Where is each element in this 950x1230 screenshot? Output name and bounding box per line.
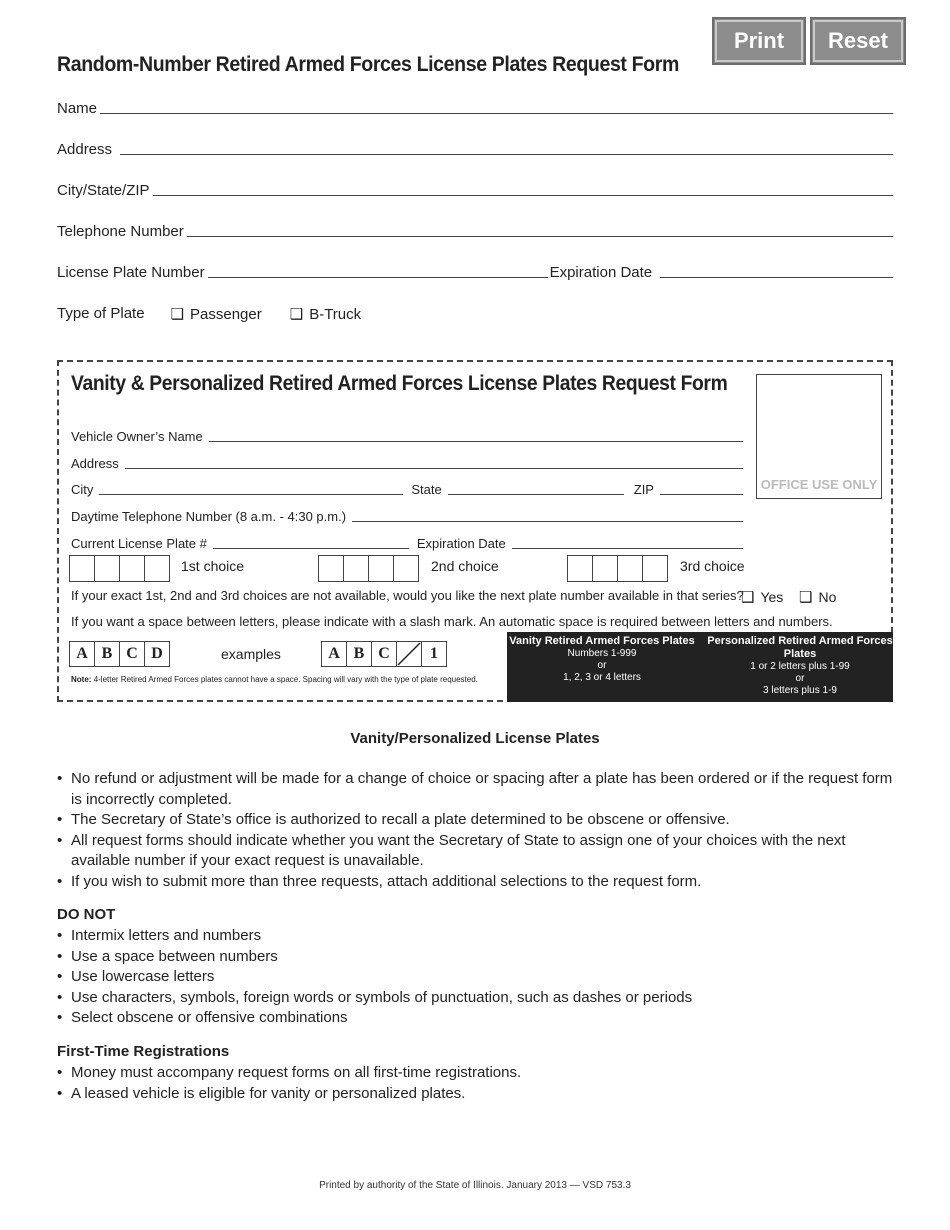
no-option[interactable] (799, 588, 836, 606)
note-text: 4-letter Retired Armed Forces plates cannot have a space. Spacing will vary with the type of plate requested. (93, 675, 478, 684)
current-plate-label: Current License Plate # (71, 536, 207, 551)
city-state-zip-row (71, 479, 743, 499)
donot-heading: DO NOT (57, 906, 116, 923)
license-plate-row (57, 260, 893, 284)
char-box[interactable] (343, 555, 369, 582)
city-state-zip-label: City/State/ZIP (57, 182, 150, 199)
note-bold: Note: (71, 675, 92, 684)
list-item: • The Secretary of State’s office is authorized to recall a plate determined to be obscene or offensive. (57, 810, 893, 831)
first-choice-boxes[interactable] (69, 555, 169, 582)
expiration-input-line[interactable] (660, 276, 893, 278)
owner-name-label: Vehicle Owner’s Name (71, 429, 203, 444)
first-choice-label: 1st choice (181, 558, 245, 574)
passenger-option[interactable] (171, 305, 262, 323)
address-field[interactable] (57, 137, 893, 161)
vanity-rule-line: or (597, 660, 607, 671)
char-box[interactable] (119, 555, 145, 582)
phone-label: Daytime Telephone Number (8 a.m. - 4:30 p.m.) (71, 509, 347, 524)
name-label: Name (57, 100, 98, 117)
yes-label: Yes (760, 589, 784, 605)
current-plate-row (71, 533, 743, 553)
personalized-rule-line: 3 letters plus 1-9 (763, 685, 837, 696)
slash-mark-icon (397, 642, 421, 666)
city-state-zip-input-line[interactable] (153, 194, 893, 196)
list-item: • Use lowercase letters (57, 967, 893, 988)
personalized-rules (707, 635, 893, 697)
owner-name-input-line[interactable] (209, 440, 743, 442)
char-box[interactable] (144, 555, 170, 582)
address-input-line[interactable] (120, 153, 893, 155)
char-box[interactable] (318, 555, 344, 582)
btruck-label: B-Truck (309, 306, 362, 323)
char-box[interactable] (368, 555, 394, 582)
char-box[interactable] (393, 555, 419, 582)
personalized-rules-title: Personalized Retired Armed Forces Plates (707, 635, 893, 660)
city-state-zip-field[interactable] (57, 178, 893, 202)
vanity-state-label: State (411, 482, 442, 497)
telephone-field[interactable] (57, 219, 893, 243)
third-choice-boxes[interactable] (567, 555, 667, 582)
vanity-expiration-input-line[interactable] (512, 547, 743, 549)
list-item: • No refund or adjustment will be made for a change of choice or spacing after a plate has been ordered or if the request form is incorrectly completed. (57, 769, 893, 810)
list-item: • A leased vehicle is eligible for vanity or personalized plates. (57, 1084, 893, 1105)
name-input-line[interactable] (100, 112, 893, 114)
list-item: • Select obscene or offensive combinations (57, 1008, 893, 1029)
example-letter: A (69, 641, 95, 667)
vanity-rule-line: 1, 2, 3 or 4 letters (563, 672, 641, 683)
first-time-list (57, 1063, 893, 1104)
char-box[interactable] (567, 555, 593, 582)
example-letter: B (94, 641, 120, 667)
plate-rules-box (507, 632, 893, 702)
info-bullets (57, 769, 893, 892)
yes-checkbox-icon[interactable]: ❑ (741, 589, 755, 606)
example-letter: C (371, 641, 397, 667)
example-abc1 (321, 641, 446, 667)
vanity-zip-label: ZIP (633, 482, 654, 497)
vanity-form-section (57, 360, 893, 702)
vanity-expiration-label: Expiration Date (416, 536, 506, 551)
examples-label: examples (221, 646, 281, 662)
vanity-form-title: Vanity & Personalized Retired Armed Forces License Plates Request Form (71, 372, 728, 395)
telephone-input-line[interactable] (187, 235, 893, 237)
char-box[interactable] (94, 555, 120, 582)
example-letter: A (321, 641, 347, 667)
vanity-rules (507, 635, 697, 684)
vanity-city-label: City (71, 482, 94, 497)
first-time-heading: First-Time Registrations (57, 1043, 230, 1060)
char-box[interactable] (617, 555, 643, 582)
reset-button[interactable]: Reset (810, 17, 906, 65)
passenger-checkbox-icon[interactable]: ❑ (170, 306, 185, 323)
phone-input-line[interactable] (352, 520, 743, 522)
footer: Printed by authority of the State of Illinois. January 2013 — VSD 753.3 (319, 1180, 631, 1191)
next-available-question: If your exact 1st, 2nd and 3rd choices are not available, would you like the next plate number available in that series? (71, 588, 744, 603)
vanity-rule-line: Numbers 1-999 (567, 648, 637, 659)
license-plate-label: License Plate Number (57, 264, 205, 281)
telephone-label: Telephone Number (57, 223, 184, 240)
char-box[interactable] (642, 555, 668, 582)
vanity-address-input-line[interactable] (125, 467, 743, 469)
personalized-rule-line: or (795, 673, 805, 684)
vanity-city-input-line[interactable] (99, 493, 403, 495)
example-letter: 1 (421, 641, 447, 667)
yes-option[interactable] (741, 588, 783, 606)
list-item: • Use characters, symbols, foreign words or symbols of punctuation, such as dashes or periods (57, 988, 893, 1009)
list-item: • Money must accompany request forms on all first-time registrations. (57, 1063, 893, 1084)
char-box[interactable] (592, 555, 618, 582)
vanity-address-field[interactable] (71, 453, 743, 473)
second-choice-label: 2nd choice (431, 558, 499, 574)
address-label: Address (57, 141, 113, 158)
list-item: • Intermix letters and numbers (57, 926, 893, 947)
type-of-plate-row (57, 305, 361, 323)
list-item: • Use a space between numbers (57, 947, 893, 968)
office-use-box (756, 374, 882, 499)
info-heading: Vanity/Personalized License Plates (350, 730, 600, 747)
license-plate-input-line[interactable] (208, 276, 548, 278)
second-choice-boxes[interactable] (318, 555, 418, 582)
expiration-label: Expiration Date (549, 264, 653, 281)
vanity-address-label: Address (71, 456, 119, 471)
list-item: • All request forms should indicate whether you want the Secretary of State to assign one of your choices with the next available number if your exact request is unavailable. (57, 831, 893, 872)
name-field[interactable] (57, 96, 893, 120)
space-note: If you want a space between letters, please indicate with a slash mark. An automatic space is required between letters and numbers. (71, 614, 833, 629)
list-item: • If you wish to submit more than three requests, attach additional selections to the request form. (57, 872, 893, 893)
example-letter: D (144, 641, 170, 667)
donot-list (57, 926, 893, 1029)
owner-name-field[interactable] (71, 426, 743, 446)
print-button[interactable]: Print (712, 17, 806, 65)
vanity-rules-title: Vanity Retired Armed Forces Plates (509, 635, 695, 647)
passenger-label: Passenger (190, 306, 262, 323)
spacing-note (71, 675, 478, 684)
btruck-option[interactable] (290, 305, 361, 323)
no-checkbox-icon[interactable]: ❑ (799, 589, 813, 606)
third-choice-label: 3rd choice (680, 558, 745, 574)
char-box[interactable] (69, 555, 95, 582)
vanity-zip-input-line[interactable] (660, 493, 743, 495)
personalized-rule-line: 1 or 2 letters plus 1-99 (750, 661, 850, 672)
form-title: Random-Number Retired Armed Forces License Plates Request Form (57, 53, 679, 76)
office-use-label: OFFICE USE ONLY (760, 477, 878, 492)
phone-field[interactable] (71, 506, 743, 526)
example-abcd (69, 641, 169, 667)
example-letter: B (346, 641, 372, 667)
example-letter: C (119, 641, 145, 667)
current-plate-input-line[interactable] (213, 547, 409, 549)
vanity-state-input-line[interactable] (448, 493, 624, 495)
type-of-plate-label: Type of Plate (57, 305, 145, 322)
slash-mark-box (396, 641, 422, 667)
no-label: No (818, 589, 837, 605)
btruck-checkbox-icon[interactable]: ❑ (289, 306, 304, 323)
